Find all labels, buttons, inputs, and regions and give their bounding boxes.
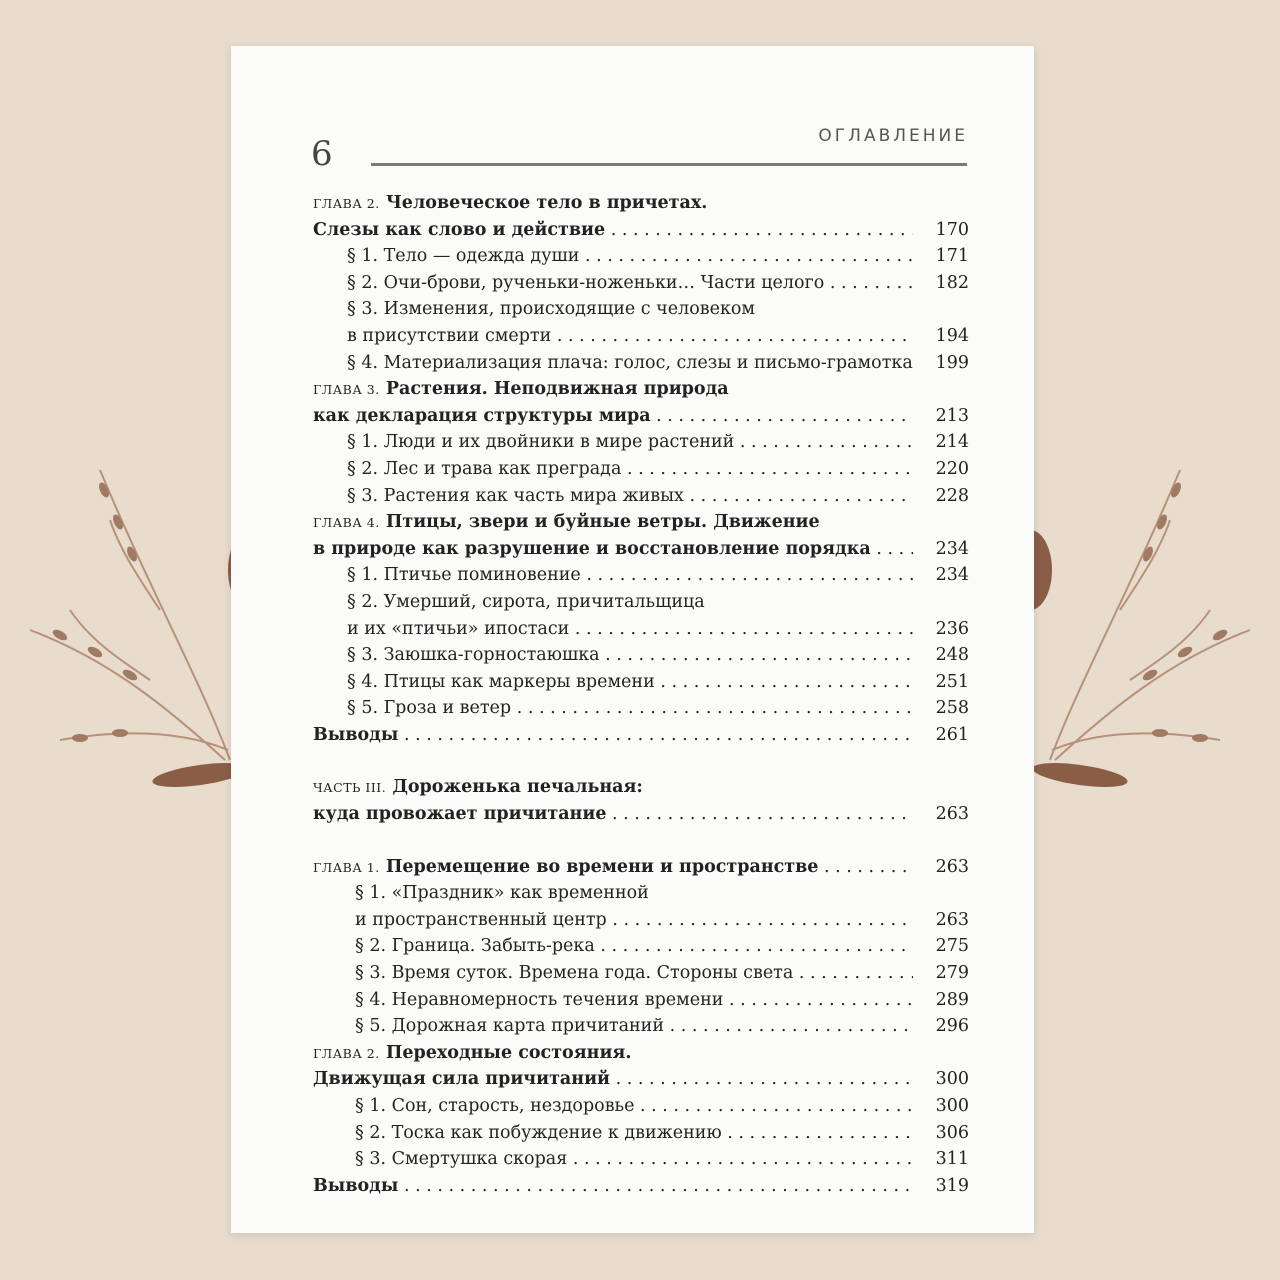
toc-entry-page: 319 <box>913 1173 969 1200</box>
toc-entry-text <box>313 777 643 797</box>
toc-entry <box>313 1146 969 1173</box>
toc-entry <box>313 1120 969 1147</box>
toc-entry-page: 251 <box>913 669 969 696</box>
toc-entry-title: § 2. Очи-брови, рученьки-ноженьки… Части целого <box>347 272 825 293</box>
toc-entry <box>313 1040 969 1067</box>
toc-entry-page: 234 <box>913 536 969 563</box>
toc-entry-title: куда провожает причитание <box>313 804 607 825</box>
toc-entry-page: 289 <box>913 987 969 1014</box>
toc-entry <box>313 270 969 297</box>
toc-entry-page: 171 <box>913 243 969 270</box>
toc-entry-page: 263 <box>913 854 969 881</box>
toc-entry-page: 311 <box>913 1146 969 1173</box>
toc-entry <box>313 403 969 430</box>
toc-entry-page: 300 <box>913 1093 969 1120</box>
willow-branch-decoration-right <box>1020 430 1280 790</box>
toc-entry-title: § 3. Изменения, происходящие с человеком <box>347 299 756 320</box>
toc-entry-text <box>355 910 969 930</box>
toc-entry-text <box>355 990 969 1010</box>
toc-entry-page: 182 <box>913 270 969 297</box>
toc-entry-page: 258 <box>913 695 969 722</box>
toc-entry-text <box>347 246 969 266</box>
toc-entry-page: 306 <box>913 1120 969 1147</box>
book-page <box>231 46 1034 1233</box>
toc-entry-text <box>313 220 969 240</box>
toc-entry-text <box>347 565 969 585</box>
toc-entry-title: § 2. Граница. Забыть-река <box>355 936 595 957</box>
toc-entry-page: 170 <box>913 217 969 244</box>
toc-entry-text <box>347 459 969 479</box>
toc-entry-text <box>347 486 969 506</box>
toc-entry-text <box>347 645 969 665</box>
toc-entry-label: ГЛАВА 2. <box>313 1045 380 1061</box>
toc-entry-page: 279 <box>913 960 969 987</box>
toc-entry-title: Выводы <box>313 724 399 745</box>
toc-entry <box>313 1013 969 1040</box>
toc-entry-label: ЧАСТЬ III. <box>313 780 387 796</box>
toc-entry <box>313 722 969 749</box>
toc-entry-text <box>313 193 707 213</box>
toc-entry-text <box>355 883 649 903</box>
toc-entry-page: 236 <box>913 616 969 643</box>
toc-entry-text <box>347 698 969 718</box>
toc-entry-page: 261 <box>913 722 969 749</box>
toc-entry-text <box>347 432 969 452</box>
toc-entry-title: § 3. Растения как часть мира живых <box>347 485 684 506</box>
toc-entry-label: ГЛАВА 2. <box>313 196 380 211</box>
toc-entry <box>313 456 969 483</box>
toc-entry-page: 248 <box>913 642 969 669</box>
toc-entry <box>313 562 969 589</box>
toc-entry <box>313 376 969 403</box>
toc-entry <box>313 1066 969 1093</box>
toc-entry-title: § 1. Сон, старость, нездоровье <box>355 1096 635 1116</box>
toc-entry-title: § 1. «Праздник» как временной <box>355 883 649 904</box>
toc-entry-label: ГЛАВА 4. <box>313 515 380 531</box>
toc-entry <box>313 987 969 1014</box>
toc-entry <box>313 350 969 377</box>
toc-entry-title: § 5. Гроза и ветер <box>347 698 512 719</box>
toc-entry <box>313 960 969 987</box>
toc-entry <box>313 642 969 669</box>
running-head: ОГЛАВЛЕНИЕ <box>818 126 968 146</box>
toc-entry-title: Переходные состояния. <box>385 1042 632 1063</box>
toc-entry <box>313 190 969 217</box>
toc-entry-title: и их «птичьи» ипостаси <box>347 618 570 639</box>
toc-entry-title: § 3. Время суток. Времена года. Стороны света <box>355 963 794 984</box>
toc-entry-title: § 1. Люди и их двойники в мире растений <box>347 432 735 453</box>
toc-entry <box>313 536 969 563</box>
toc-entry-text <box>313 379 729 399</box>
toc-entry-text <box>313 1069 969 1089</box>
toc-entry-text <box>313 857 969 877</box>
toc-entry-text <box>355 963 969 983</box>
toc-entry-text <box>347 273 969 293</box>
toc-entry <box>313 323 969 350</box>
toc-entry-text <box>313 1043 631 1063</box>
toc-entry-page: 199 <box>913 350 969 377</box>
toc-entry-label: ГЛАВА 1. <box>313 859 380 875</box>
toc-entry <box>313 589 969 616</box>
toc-entry-title: § 3. Смертушка скорая <box>355 1149 568 1170</box>
toc-entry-text <box>313 804 969 824</box>
toc-entry-title: § 5. Дорожная карта причитаний <box>355 1016 664 1037</box>
toc-entry-title: Растения. Неподвижная природа <box>385 379 729 400</box>
toc-entry-title: § 3. Заюшка-горностаюшка <box>347 645 600 666</box>
toc-entry <box>313 695 969 722</box>
toc-entry-page: 263 <box>913 801 969 828</box>
toc-entry-page: 220 <box>913 456 969 483</box>
toc-entry-title: Движущая сила причитаний <box>313 1069 611 1090</box>
toc-entry-text <box>313 725 969 745</box>
toc-entry-title: в присутствии смерти <box>347 325 552 346</box>
toc-entry-page: 275 <box>913 933 969 960</box>
toc-entry <box>313 217 969 244</box>
toc-entry <box>313 616 969 643</box>
toc-entry-title: как декларация структуры мира <box>313 405 651 426</box>
toc-entry-page: 263 <box>913 907 969 934</box>
toc-entry-text <box>347 299 755 319</box>
toc-entry-page: 296 <box>913 1013 969 1040</box>
toc-entry-text <box>355 936 969 956</box>
toc-entry-text <box>355 1149 969 1169</box>
toc-entry <box>313 801 969 828</box>
toc-entry-text <box>347 592 705 612</box>
toc-entry-title: § 4. Птицы как маркеры времени <box>347 671 655 692</box>
toc-entry <box>313 669 969 696</box>
toc-entry-title: § 2. Лес и трава как преграда <box>347 458 622 479</box>
toc-entry-page: 194 <box>913 323 969 350</box>
toc-entry-title: Перемещение во времени и пространстве <box>385 856 819 877</box>
toc-entry-text <box>355 1096 969 1116</box>
toc-entry-page: 234 <box>913 562 969 589</box>
toc-entry <box>313 243 969 270</box>
toc-entry-title: § 2. Умерший, сирота, причитальщица <box>347 591 705 612</box>
toc-entry <box>313 1173 969 1200</box>
toc-entry-title: Дороженька печальная: <box>392 777 643 798</box>
toc-entry-text <box>347 353 913 373</box>
toc-entry-title: Выводы <box>313 1175 399 1196</box>
toc-entry-text <box>313 539 969 559</box>
page-number: 6 <box>311 134 333 174</box>
toc-entry <box>313 429 969 456</box>
toc-entry-title: Человеческое тело в причетах. <box>385 193 708 213</box>
toc-entry-page: 214 <box>913 429 969 456</box>
toc-entry-title: § 1. Птичье поминовение <box>347 565 581 586</box>
toc-entry-title: § 1. Тело — одежда души <box>347 246 580 267</box>
header-rule <box>371 163 967 166</box>
toc-entry-page: 300 <box>913 1066 969 1093</box>
toc-entry <box>313 907 969 934</box>
table-of-contents <box>313 190 969 1199</box>
toc-entry <box>313 774 969 801</box>
toc-entry-text <box>347 326 969 346</box>
toc-entry <box>313 854 969 881</box>
toc-entry-title: § 4. Материализация плача: голос, слезы и письмо-грамотка <box>347 352 913 373</box>
toc-entry-title: в природе как разрушение и восстановление порядка <box>313 538 871 559</box>
toc-entry <box>313 483 969 510</box>
toc-entry-text <box>347 619 969 639</box>
toc-entry-title: и пространственный центр <box>355 909 607 930</box>
toc-entry-text <box>355 1123 969 1143</box>
toc-entry-page: 213 <box>913 403 969 430</box>
toc-entry-text <box>313 406 969 426</box>
toc-entry <box>313 933 969 960</box>
toc-entry-text <box>347 672 969 692</box>
toc-entry <box>313 296 969 323</box>
toc-entry <box>313 1093 969 1120</box>
willow-branch-decoration-left <box>0 430 260 790</box>
toc-entry-text <box>355 1016 969 1036</box>
toc-entry-title: § 2. Тоска как побуждение к движению <box>355 1122 722 1143</box>
toc-entry-title: Птицы, звери и буйные ветры. Движение <box>385 512 820 533</box>
toc-entry-label: ГЛАВА 3. <box>313 382 380 398</box>
toc-entry-text <box>313 1176 969 1196</box>
toc-entry-text <box>313 512 820 532</box>
toc-entry <box>313 880 969 907</box>
toc-entry-title: Слезы как слово и действие <box>313 219 606 240</box>
toc-entry <box>313 509 969 536</box>
toc-entry-page: 228 <box>913 483 969 510</box>
toc-entry-title: § 4. Неравномерность течения времени <box>355 989 724 1010</box>
